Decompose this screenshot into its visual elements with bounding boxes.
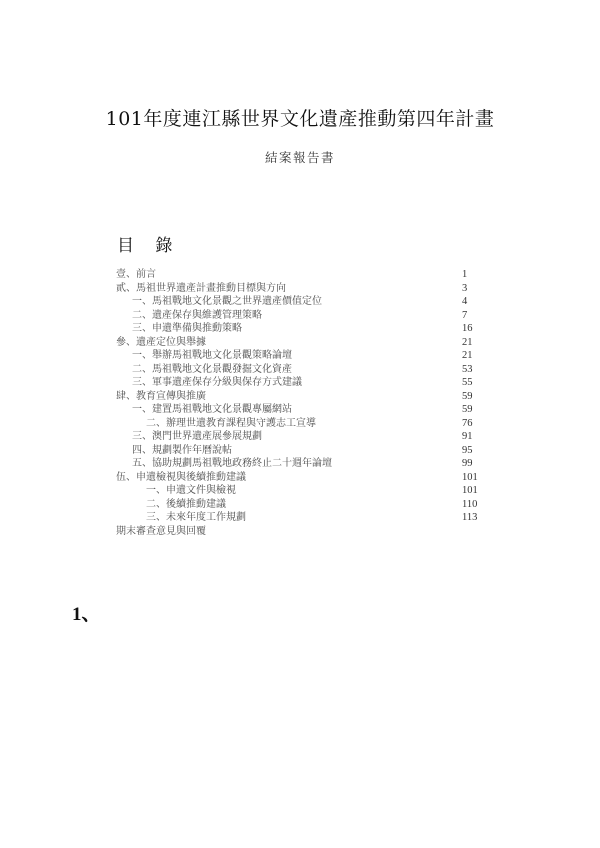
toc-entry-page-number: 110 xyxy=(462,498,478,510)
toc-entry xyxy=(116,336,496,350)
toc-entry-label: 三、澳門世界遺產展參展規劃 xyxy=(132,431,262,442)
toc-entry-page-number: 101 xyxy=(462,485,478,496)
section-number: 1、 xyxy=(72,604,101,625)
toc-entry-label: 二、後續推動建議 xyxy=(146,498,226,510)
toc-entry-label: 伍、申遺檢視與後續推動建議 xyxy=(116,471,246,483)
toc-entry-label: 三、軍事遺產保存分級與保存方式建議 xyxy=(132,377,302,388)
toc-entry-page-number: 99 xyxy=(462,458,473,469)
toc-entry xyxy=(116,430,496,444)
toc-entry-page-number: 53 xyxy=(462,363,473,375)
toc-entry-label: 一、申遺文件與檢視 xyxy=(146,485,236,496)
toc-entry-page-number: 59 xyxy=(462,390,473,402)
toc-entry-page-number: 101 xyxy=(462,471,478,483)
toc-entry xyxy=(116,349,496,363)
toc-entry xyxy=(116,309,496,323)
toc-entry-label: 五、協助規劃馬祖戰地政務終止二十週年論壇 xyxy=(132,458,332,469)
table-of-contents xyxy=(116,268,496,538)
toc-entry xyxy=(116,471,496,485)
toc-entry-page-number: 7 xyxy=(462,309,468,321)
toc-entry-page-number: 76 xyxy=(462,417,473,429)
toc-entry-page-number: 1 xyxy=(462,269,468,280)
toc-entry-label: 一、建置馬祖戰地文化景觀專屬網站 xyxy=(132,404,292,415)
toc-entry xyxy=(116,376,496,390)
toc-entry xyxy=(116,322,496,336)
toc-entry-label: 三、未來年度工作規劃 xyxy=(146,512,246,523)
toc-entry-page-number: 91 xyxy=(462,431,473,442)
toc-entry-page-number: 21 xyxy=(462,336,473,348)
toc-entry-label: 參、遺產定位與舉據 xyxy=(116,336,206,348)
toc-entry xyxy=(116,403,496,417)
toc-entry xyxy=(116,457,496,471)
toc-entry-page-number: 113 xyxy=(462,512,478,523)
toc-entry-page-number: 59 xyxy=(462,404,473,415)
toc-entry-page-number: 21 xyxy=(462,350,473,361)
toc-entry-label: 二、馬祖戰地文化景觀發掘文化資產 xyxy=(132,363,292,375)
toc-entry-label: 一、馬祖戰地文化景觀之世界遺產價值定位 xyxy=(132,296,322,307)
toc-entry xyxy=(116,282,496,296)
toc-entry-label: 一、舉辦馬祖戰地文化景觀策略論壇 xyxy=(132,350,292,361)
toc-entry-page-number: 3 xyxy=(462,282,468,294)
toc-entry-label: 二、遺產保存與維護管理策略 xyxy=(132,309,262,321)
toc-entry-page-number: 16 xyxy=(462,323,473,334)
toc-entry-label: 二、辦理世遺教育課程與守護志工宣導 xyxy=(146,417,316,429)
toc-entry-label: 四、規劃製作年曆說帖 xyxy=(132,444,232,456)
document-title: 101年度連江縣世界文化遺產推動第四年計畫 xyxy=(105,108,495,130)
toc-entry-label: 壹、前言 xyxy=(116,269,156,280)
toc-entry-label: 貳、馬祖世界遺產計畫推動目標與方向 xyxy=(116,282,286,294)
toc-entry xyxy=(116,268,496,282)
toc-entry-page-number: 55 xyxy=(462,377,473,388)
toc-entry xyxy=(116,417,496,431)
toc-entry-label: 肆、教育宣傳與推廣 xyxy=(116,390,206,402)
toc-entry xyxy=(116,444,496,458)
toc-entry-page-number: 4 xyxy=(462,296,468,307)
toc-entry xyxy=(116,484,496,498)
toc-entry xyxy=(116,511,496,525)
toc-entry xyxy=(116,363,496,377)
toc-entry-label: 三、申遺準備與推動策略 xyxy=(132,323,242,334)
toc-heading: 目 錄 xyxy=(117,236,181,256)
toc-entry xyxy=(116,498,496,512)
toc-entry-label: 期末審查意見與回覆 xyxy=(116,525,206,537)
toc-entry xyxy=(116,525,496,539)
toc-entry-page-number: 95 xyxy=(462,444,473,456)
toc-entry xyxy=(116,295,496,309)
document-subtitle: 結案報告書 xyxy=(264,150,335,165)
toc-entry xyxy=(116,390,496,404)
